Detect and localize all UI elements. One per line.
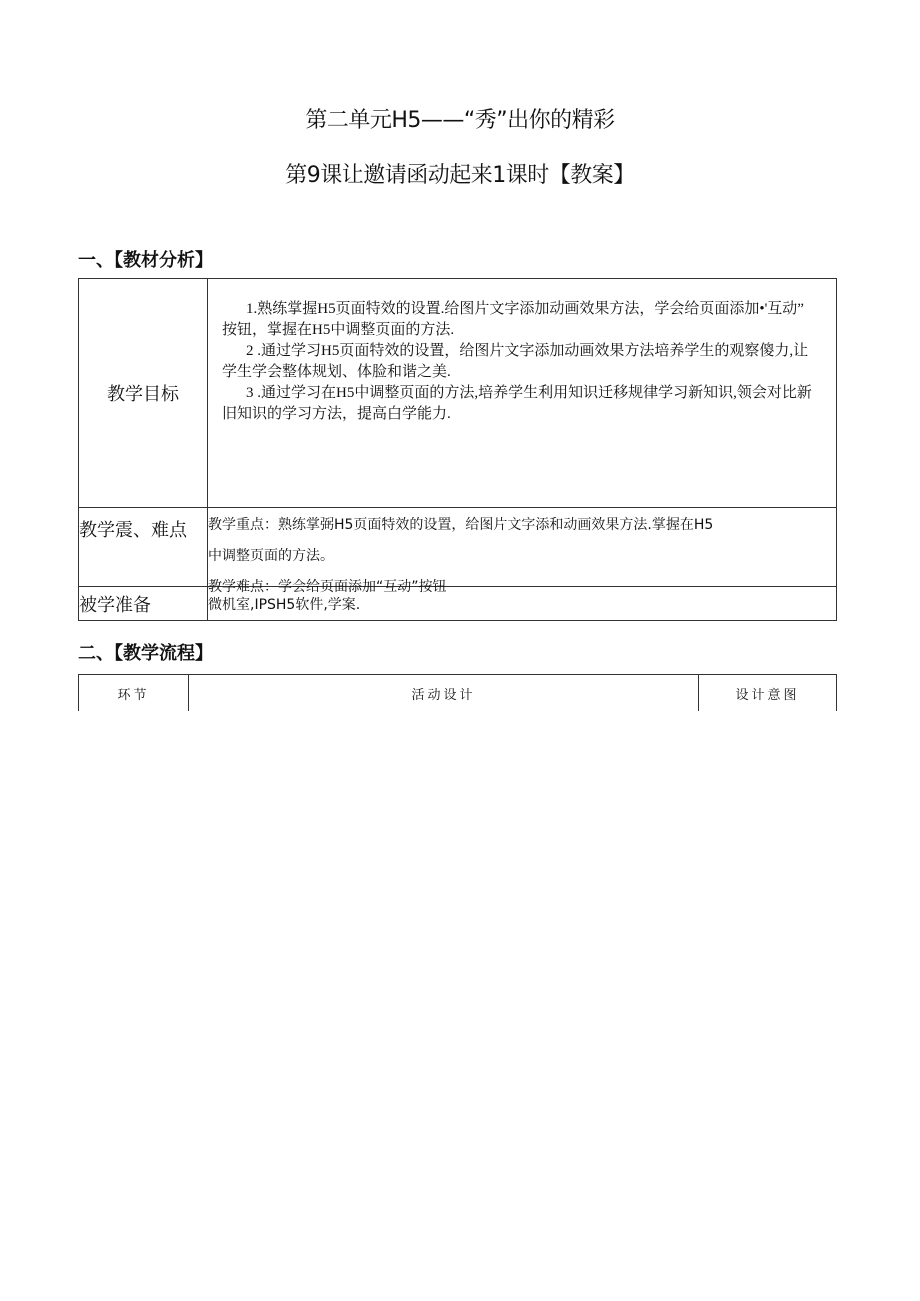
section-heading-process: 二、【教学流程】 [78, 643, 213, 664]
column-header-activity: 活动设计 [189, 675, 699, 712]
process-table [78, 674, 837, 711]
table-header-row [79, 675, 837, 712]
key-point-line: 教学难点：学会给页面添加“互动”按钮 [208, 579, 447, 595]
column-header-intent: 设计意图 [699, 675, 837, 712]
goal-line: 旧知识的学习方法，提高白学能力. [222, 406, 451, 422]
goals-content [208, 279, 837, 508]
lesson-title: 第9课让邀请函动起来1课时【教案】 [285, 163, 635, 188]
goal-line: 3 .通过学习在H5中调整页面的方法,培养学生利用知识迁移规律学习新知识,领会对比新 [246, 385, 812, 401]
goal-line: 2 .通过学习H5页面特效的设置，给图片文字添加动画效果方法培养学生的观察傻力,让 [246, 343, 809, 359]
goals-label: 教学目标 [79, 279, 208, 508]
preparation-label: 被学准备 [79, 587, 208, 621]
document-title: 第二单元H5——“秀”出你的精彩 [305, 108, 615, 133]
key-points-label: 教学震、难点 [79, 508, 208, 587]
table-row [79, 587, 837, 621]
table-row [79, 279, 837, 508]
key-point-line: 教学重点：熟练掌弼H5页面特效的设置，给图片文字添和动画效果方法.掌握在H5 [208, 517, 714, 533]
goal-line: 按钮，掌握在H5中调整页面的方法. [222, 322, 455, 338]
analysis-table [78, 278, 837, 621]
key-point-line: 中调整页面的方法。 [208, 548, 334, 564]
key-points-content [208, 508, 837, 595]
section-heading-analysis: 一、【教材分析】 [78, 250, 213, 271]
table-row [79, 508, 837, 587]
column-header-stage: 环节 [79, 675, 189, 712]
goal-line: 学生学会整体规划、体脸和谐之美. [222, 364, 451, 380]
preparation-content: 微机室,IPSH5软件,学案. [208, 587, 837, 621]
goal-line: 1.熟练掌握H5页面特效的设置.给图片文字添加动画效果方法，学会给页面添加•'互动” [246, 301, 804, 317]
